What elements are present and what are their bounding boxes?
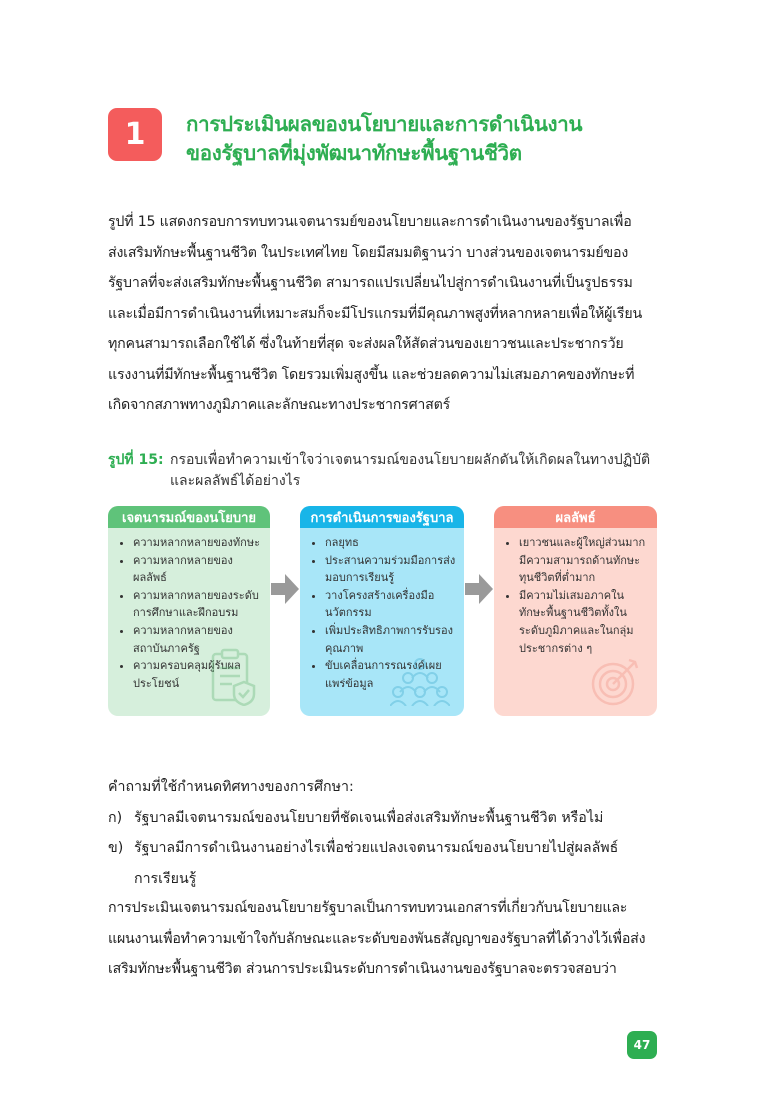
guiding-questions — [108, 772, 668, 894]
questions-heading: คำถามที่ใช้กำหนดทิศทางของการศึกษา: — [108, 779, 354, 795]
intro-paragraph — [108, 207, 660, 421]
question-marker: ข) — [108, 840, 124, 856]
question-item — [108, 803, 668, 834]
list-item: • เยาวชนและผู้ใหญ่ส่วนมากมีความสามารถด้านทักษะทุนชีวิตที่ต่ำมาก — [519, 534, 651, 587]
paragraph-line: รัฐบาลที่จะส่งเสริมทักษะพื้นฐานชีวิต สามารถแปรเปลี่ยนไปสู่การดำเนินงานที่เป็นรูปธรรม — [108, 275, 633, 291]
list-item: • ประสานความร่วมมือการส่งมอบการเรียนรู้ — [325, 552, 458, 587]
paragraph-line: ทุกคนสามารถเลือกใช้ได้ ซึ่งในท้ายที่สุด จะส่งผลให้สัดส่วนของเยาวชนและประชากรวัย — [108, 336, 624, 352]
question-text: รัฐบาลมีเจตนารมณ์ของนโยบายที่ชัดเจนเพื่อส่งเสริมทักษะพื้นฐานชีวิต หรือไม่ — [134, 809, 604, 826]
paragraph-line: การประเมินเจตนารมณ์ของนโยบายรัฐบาลเป็นการทบทวนเอกสารที่เกี่ยวกับนโยบายและ — [108, 900, 628, 916]
box-header: ผลลัพธ์ — [494, 506, 657, 528]
list-item: • ขับเคลื่อนการรณรงค์เผยแพร่ข้อมูล — [325, 657, 458, 692]
box-header: การดำเนินการของรัฐบาล — [300, 506, 464, 528]
list-item: • ความครอบคลุมผู้รับผลประโยชน์ — [133, 657, 264, 692]
box-list — [494, 534, 657, 657]
caption-line: กรอบเพื่อทำความเข้าใจว่าเจตนารมณ์ของนโยบายผลักดันให้เกิดผลในทางปฏิบัติ — [170, 452, 651, 468]
government-action-box — [300, 506, 464, 716]
section-number-badge: 1 — [108, 108, 162, 161]
figure-label: รูปที่ 15: — [108, 452, 164, 468]
question-text: รัฐบาลมีการดำเนินงานอย่างไรเพื่อช่วยแปลงเจตนารมณ์ของนโยบายไปสู่ผลลัพธ์ — [134, 840, 619, 856]
list-item: • ความหลากหลายของสถาบันภาครัฐ — [133, 622, 264, 657]
paragraph-line: แผนงานเพื่อทำความเข้าใจกับลักษณะและระดับของพันธสัญญาของรัฐบาลที่ได้วางไว้เพื่อส่ง — [108, 930, 646, 947]
paragraph-line: และเมื่อมีการดำเนินงานที่เหมาะสมก็จะมีโปรแกรมที่มีคุณภาพสูงที่หลากหลายเพื่อให้ผู้เรียน — [108, 305, 642, 322]
paragraph-line: แรงงานที่มีทักษะพื้นฐานชีวิต โดยรวมเพิ่มสูงขึ้น และช่วยลดความไม่เสมอภาคของทักษะที่ — [108, 366, 635, 383]
closing-paragraph — [108, 893, 660, 985]
question-item — [108, 833, 668, 894]
paragraph-line: เกิดจากสภาพทางภูมิภาคและลักษณะทางประชากรศาสตร์ — [108, 397, 451, 413]
page-number: 47 — [627, 1031, 657, 1059]
question-marker: ก) — [108, 809, 123, 826]
section-title — [186, 110, 646, 168]
list-item: • ความหลากหลายของผลลัพธ์ — [133, 552, 264, 587]
list-item: • ความหลากหลายของทักษะ — [133, 534, 264, 552]
policy-intent-box — [108, 506, 270, 716]
target-icon — [589, 656, 643, 706]
paragraph-line: ส่งเสริมทักษะพื้นฐานชีวิต ในประเทศไทย โดยมีสมมติฐานว่า บางส่วนของเจตนารมย์ของ — [108, 244, 629, 261]
outcome-box — [494, 506, 657, 716]
arrow-right-icon — [271, 574, 299, 604]
paragraph-line: รูปที่ 15 แสดงกรอบการทบทวนเจตนารมย์ของนโยบายและการดำเนินงานของรัฐบาลเพื่อ — [108, 214, 632, 230]
list-item: • ความหลากหลายของระดับการศึกษาและฝึกอบรม — [133, 587, 264, 622]
clipboard-shield-icon — [210, 648, 256, 706]
section-title-line: การประเมินผลของนโยบายและการดำเนินงาน — [186, 112, 583, 136]
list-item: • กลยุทธ — [325, 534, 458, 552]
caption-line: และผลลัพธ์ได้อย่างไร — [170, 473, 301, 489]
arrow-right-icon — [465, 574, 493, 604]
people-group-icon — [390, 656, 450, 706]
paragraph-line: เสริมทักษะพื้นฐานชีวิต ส่วนการประเมินระดับการดำเนินงานของรัฐบาลจะตรวจสอบว่า — [108, 961, 617, 977]
box-header: เจตนารมณ์ของนโยบาย — [108, 506, 270, 528]
list-item: • วางโครงสร้างเครื่องมือนวัตกรรม — [325, 587, 458, 622]
question-text-continued: การเรียนรู้ — [134, 870, 197, 887]
list-item: • มีความไม่เสมอภาคในทักษะพื้นฐานชีวิตทั้งในระดับภูมิภาคและในกลุ่มประชากรต่าง ๆ — [519, 587, 651, 657]
section-title-line: ของรัฐบาลที่มุ่งพัฒนาทักษะพื้นฐานชีวิต — [186, 141, 522, 165]
list-item: • เพิ่มประสิทธิภาพการรับรองคุณภาพ — [325, 622, 458, 657]
